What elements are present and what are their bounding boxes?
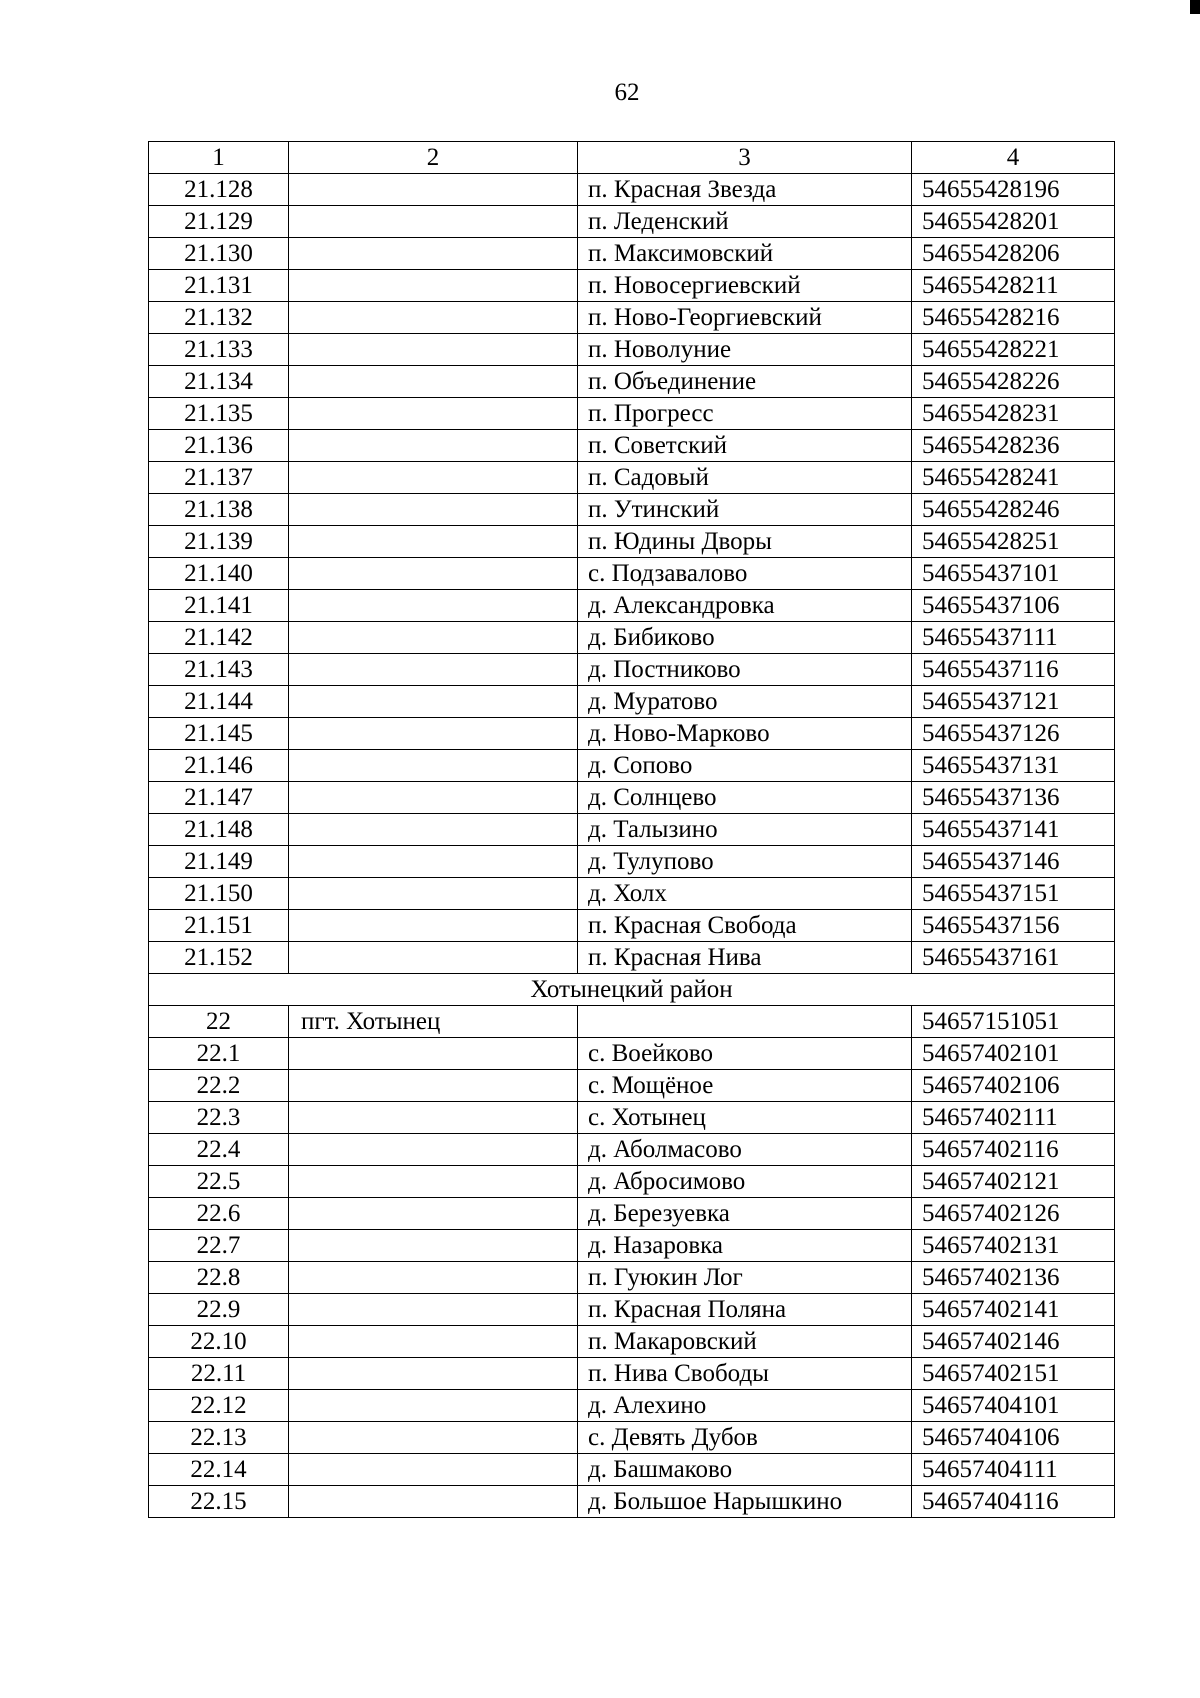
code-cell: 54657404111 — [912, 1454, 1115, 1486]
number-cell: 21.143 — [149, 654, 289, 686]
code-cell: 54655428226 — [912, 366, 1115, 398]
municipality-cell — [289, 1134, 578, 1166]
settlement-cell: п. Красная Свобода — [578, 910, 912, 942]
settlement-cell: д. Алехино — [578, 1390, 912, 1422]
settlement-cell: д. Тулупово — [578, 846, 912, 878]
code-cell: 54657402146 — [912, 1326, 1115, 1358]
municipality-cell — [289, 494, 578, 526]
number-cell: 22.11 — [149, 1358, 289, 1390]
code-cell: 54655428251 — [912, 526, 1115, 558]
code-cell: 54655437141 — [912, 814, 1115, 846]
municipality-cell — [289, 238, 578, 270]
code-cell: 54655428216 — [912, 302, 1115, 334]
table-row — [149, 1038, 1115, 1070]
code-cell: 54655428211 — [912, 270, 1115, 302]
table-row — [149, 1070, 1115, 1102]
table-row — [149, 590, 1115, 622]
table-row — [149, 462, 1115, 494]
table-row — [149, 1326, 1115, 1358]
settlement-cell: с. Воейково — [578, 1038, 912, 1070]
table-row — [149, 622, 1115, 654]
code-cell: 54657402151 — [912, 1358, 1115, 1390]
municipality-cell — [289, 366, 578, 398]
table-row — [149, 1390, 1115, 1422]
settlement-cell: д. Талызино — [578, 814, 912, 846]
table-row — [149, 270, 1115, 302]
code-cell: 54655437131 — [912, 750, 1115, 782]
settlement-cell: с. Мощёное — [578, 1070, 912, 1102]
settlement-cell: п. Ново-Георгиевский — [578, 302, 912, 334]
municipality-cell — [289, 1326, 578, 1358]
municipality-cell — [289, 1166, 578, 1198]
number-cell: 22.13 — [149, 1422, 289, 1454]
table-row — [149, 430, 1115, 462]
number-cell: 21.140 — [149, 558, 289, 590]
code-cell: 54655437146 — [912, 846, 1115, 878]
number-cell: 22.6 — [149, 1198, 289, 1230]
number-cell: 22.7 — [149, 1230, 289, 1262]
code-cell: 54657402136 — [912, 1262, 1115, 1294]
table-row — [149, 654, 1115, 686]
table-row — [149, 1486, 1115, 1518]
settlements-table — [148, 141, 1115, 1518]
settlement-cell: п. Объединение — [578, 366, 912, 398]
municipality-cell — [289, 942, 578, 974]
district-heading-row — [149, 974, 1115, 1006]
number-cell: 22.8 — [149, 1262, 289, 1294]
code-cell: 54657402141 — [912, 1294, 1115, 1326]
number-cell: 21.152 — [149, 942, 289, 974]
code-cell: 54655428196 — [912, 174, 1115, 206]
code-cell: 54657402101 — [912, 1038, 1115, 1070]
settlement-cell: д. Муратово — [578, 686, 912, 718]
code-cell: 54655437121 — [912, 686, 1115, 718]
district-title: Хотынецкий район — [149, 974, 1115, 1006]
table-row — [149, 238, 1115, 270]
settlement-cell: д. Башмаково — [578, 1454, 912, 1486]
code-cell: 54657402106 — [912, 1070, 1115, 1102]
municipality-cell — [289, 270, 578, 302]
code-cell: 54655437111 — [912, 622, 1115, 654]
number-cell: 21.142 — [149, 622, 289, 654]
municipality-cell — [289, 782, 578, 814]
municipality-cell — [289, 718, 578, 750]
municipality-cell — [289, 206, 578, 238]
table-body — [149, 142, 1115, 1518]
settlement-cell: п. Красная Нива — [578, 942, 912, 974]
code-cell: 54657402126 — [912, 1198, 1115, 1230]
municipality-cell — [289, 654, 578, 686]
number-cell: 21.138 — [149, 494, 289, 526]
header-cell-1: 1 — [149, 142, 289, 174]
code-cell: 54655428231 — [912, 398, 1115, 430]
municipality-cell — [289, 398, 578, 430]
settlement-cell: д. Солнцево — [578, 782, 912, 814]
table-row — [149, 1262, 1115, 1294]
settlement-cell: д. Александровка — [578, 590, 912, 622]
table-header-row — [149, 142, 1115, 174]
code-cell: 54657402121 — [912, 1166, 1115, 1198]
code-cell: 54655437101 — [912, 558, 1115, 590]
settlement-cell: п. Гуюкин Лог — [578, 1262, 912, 1294]
municipality-cell: пгт. Хотынец — [289, 1006, 578, 1038]
municipality-cell — [289, 302, 578, 334]
table-row — [149, 1198, 1115, 1230]
municipality-cell — [289, 1422, 578, 1454]
table-row — [149, 814, 1115, 846]
settlement-cell: п. Утинский — [578, 494, 912, 526]
municipality-cell — [289, 558, 578, 590]
table-row — [149, 1294, 1115, 1326]
municipality-cell — [289, 686, 578, 718]
table-row — [149, 878, 1115, 910]
number-cell: 21.129 — [149, 206, 289, 238]
municipality-cell — [289, 174, 578, 206]
municipality-cell — [289, 430, 578, 462]
code-cell: 54657402131 — [912, 1230, 1115, 1262]
header-cell-3: 3 — [578, 142, 912, 174]
settlement-cell: д. Бибиково — [578, 622, 912, 654]
settlement-cell — [578, 1006, 912, 1038]
table-row — [149, 686, 1115, 718]
code-cell: 54655437136 — [912, 782, 1115, 814]
table-row — [149, 206, 1115, 238]
number-cell: 21.151 — [149, 910, 289, 942]
number-cell: 21.145 — [149, 718, 289, 750]
number-cell: 21.149 — [149, 846, 289, 878]
settlement-cell: с. Подзавалово — [578, 558, 912, 590]
settlement-cell: д. Холх — [578, 878, 912, 910]
table-row — [149, 750, 1115, 782]
settlement-cell: п. Максимовский — [578, 238, 912, 270]
code-cell: 54655428246 — [912, 494, 1115, 526]
number-cell: 22 — [149, 1006, 289, 1038]
code-cell: 54655437151 — [912, 878, 1115, 910]
settlement-cell: д. Ново-Марково — [578, 718, 912, 750]
municipality-cell — [289, 590, 578, 622]
number-cell: 22.14 — [149, 1454, 289, 1486]
code-cell: 54655428221 — [912, 334, 1115, 366]
municipality-cell — [289, 1390, 578, 1422]
settlement-cell: с. Девять Дубов — [578, 1422, 912, 1454]
table-row — [149, 366, 1115, 398]
number-cell: 21.144 — [149, 686, 289, 718]
table-row — [149, 174, 1115, 206]
table-row — [149, 398, 1115, 430]
table-row — [149, 1422, 1115, 1454]
table-row — [149, 1102, 1115, 1134]
table-row — [149, 526, 1115, 558]
municipality-cell — [289, 1454, 578, 1486]
settlement-cell: д. Большое Нарышкино — [578, 1486, 912, 1518]
number-cell: 21.130 — [149, 238, 289, 270]
table-row — [149, 942, 1115, 974]
code-cell: 54655437116 — [912, 654, 1115, 686]
municipality-cell — [289, 910, 578, 942]
table-row — [149, 782, 1115, 814]
code-cell: 54657402111 — [912, 1102, 1115, 1134]
code-cell: 54655437106 — [912, 590, 1115, 622]
number-cell: 22.1 — [149, 1038, 289, 1070]
table-row — [149, 910, 1115, 942]
number-cell: 22.9 — [149, 1294, 289, 1326]
number-cell: 21.132 — [149, 302, 289, 334]
settlement-cell: п. Новосергиевский — [578, 270, 912, 302]
code-cell: 54657404101 — [912, 1390, 1115, 1422]
table-row — [149, 1006, 1115, 1038]
table-row — [149, 1134, 1115, 1166]
table-row — [149, 334, 1115, 366]
code-cell: 54655428201 — [912, 206, 1115, 238]
number-cell: 21.147 — [149, 782, 289, 814]
code-cell: 54657151051 — [912, 1006, 1115, 1038]
number-cell: 21.137 — [149, 462, 289, 494]
number-cell: 21.141 — [149, 590, 289, 622]
number-cell: 21.134 — [149, 366, 289, 398]
number-cell: 21.139 — [149, 526, 289, 558]
settlement-cell: п. Макаровский — [578, 1326, 912, 1358]
number-cell: 22.12 — [149, 1390, 289, 1422]
settlement-cell: п. Леденский — [578, 206, 912, 238]
page-number: 62 — [614, 79, 640, 106]
settlement-cell: д. Аболмасово — [578, 1134, 912, 1166]
table-row — [149, 494, 1115, 526]
settlement-cell: п. Новолуние — [578, 334, 912, 366]
municipality-cell — [289, 814, 578, 846]
municipality-cell — [289, 526, 578, 558]
number-cell: 21.136 — [149, 430, 289, 462]
municipality-cell — [289, 1198, 578, 1230]
municipality-cell — [289, 334, 578, 366]
table-row — [149, 1230, 1115, 1262]
code-cell: 54657404116 — [912, 1486, 1115, 1518]
code-cell: 54655428236 — [912, 430, 1115, 462]
code-cell: 54655437161 — [912, 942, 1115, 974]
table-row — [149, 846, 1115, 878]
settlement-cell: п. Советский — [578, 430, 912, 462]
municipality-cell — [289, 1102, 578, 1134]
municipality-cell — [289, 1262, 578, 1294]
municipality-cell — [289, 1358, 578, 1390]
number-cell: 21.131 — [149, 270, 289, 302]
settlement-cell: п. Прогресс — [578, 398, 912, 430]
table-row — [149, 718, 1115, 750]
number-cell: 22.4 — [149, 1134, 289, 1166]
municipality-cell — [289, 1038, 578, 1070]
scan-edge-mark — [1190, 0, 1200, 14]
number-cell: 21.135 — [149, 398, 289, 430]
table-row — [149, 1166, 1115, 1198]
municipality-cell — [289, 1070, 578, 1102]
municipality-cell — [289, 622, 578, 654]
municipality-cell — [289, 1230, 578, 1262]
header-cell-4: 4 — [912, 142, 1115, 174]
code-cell: 54657404106 — [912, 1422, 1115, 1454]
settlement-cell: п. Садовый — [578, 462, 912, 494]
municipality-cell — [289, 878, 578, 910]
municipality-cell — [289, 462, 578, 494]
code-cell: 54655437126 — [912, 718, 1115, 750]
settlement-cell: п. Нива Свободы — [578, 1358, 912, 1390]
municipality-cell — [289, 1486, 578, 1518]
settlement-cell: п. Красная Поляна — [578, 1294, 912, 1326]
table-row — [149, 302, 1115, 334]
number-cell: 21.146 — [149, 750, 289, 782]
number-cell: 21.150 — [149, 878, 289, 910]
number-cell: 21.148 — [149, 814, 289, 846]
code-cell: 54655437156 — [912, 910, 1115, 942]
number-cell: 22.15 — [149, 1486, 289, 1518]
code-cell: 54655428241 — [912, 462, 1115, 494]
municipality-cell — [289, 750, 578, 782]
number-cell: 21.133 — [149, 334, 289, 366]
number-cell: 21.128 — [149, 174, 289, 206]
code-cell: 54657402116 — [912, 1134, 1115, 1166]
header-cell-2: 2 — [289, 142, 578, 174]
settlement-cell: с. Хотынец — [578, 1102, 912, 1134]
number-cell: 22.3 — [149, 1102, 289, 1134]
settlement-cell: д. Березуевка — [578, 1198, 912, 1230]
table-row — [149, 1454, 1115, 1486]
number-cell: 22.2 — [149, 1070, 289, 1102]
settlement-cell: п. Юдины Дворы — [578, 526, 912, 558]
settlement-cell: п. Красная Звезда — [578, 174, 912, 206]
settlement-cell: д. Назаровка — [578, 1230, 912, 1262]
code-cell: 54655428206 — [912, 238, 1115, 270]
settlement-cell: д. Абросимово — [578, 1166, 912, 1198]
table-row — [149, 1358, 1115, 1390]
settlement-cell: д. Постниково — [578, 654, 912, 686]
municipality-cell — [289, 846, 578, 878]
number-cell: 22.5 — [149, 1166, 289, 1198]
settlement-cell: д. Сопово — [578, 750, 912, 782]
table-row — [149, 558, 1115, 590]
municipality-cell — [289, 1294, 578, 1326]
number-cell: 22.10 — [149, 1326, 289, 1358]
